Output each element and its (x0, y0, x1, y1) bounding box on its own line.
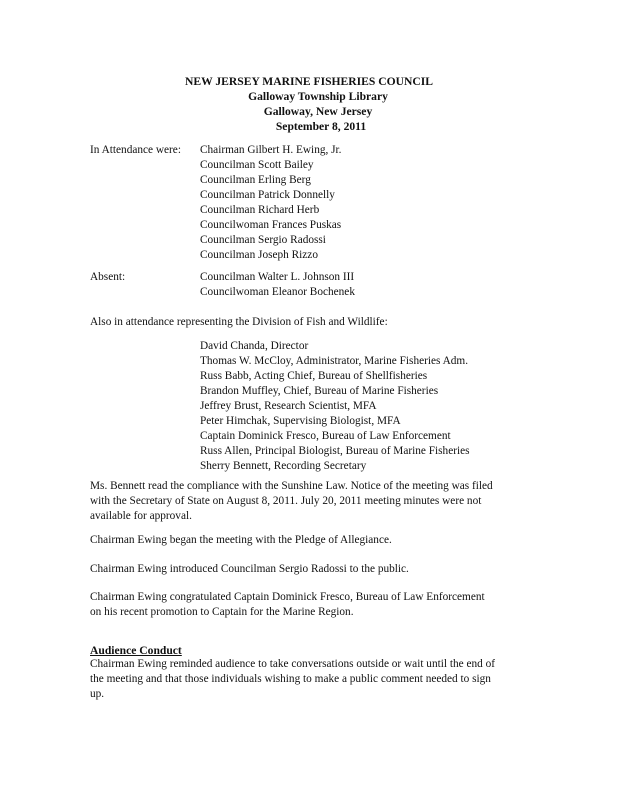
staff-member: Jeffrey Brust, Research Scientist, MFA (200, 400, 377, 412)
staff-member: David Chanda, Director (200, 340, 309, 352)
pledge-paragraph: Chairman Ewing began the meeting with the Pledge of Allegiance. (90, 534, 392, 546)
header-org: NEW JERSEY MARINE FISHERIES COUNCIL (184, 75, 434, 88)
attendance-list (200, 143, 342, 263)
staff-member: Peter Himchak, Supervising Biologist, MFA (200, 415, 401, 427)
paragraph-line: the meeting and that those individuals wishing to make a public comment needed to sign (90, 673, 491, 685)
absent-list (200, 270, 355, 300)
attendance-member: Councilman Joseph Rizzo (200, 249, 318, 261)
header-date: September 8, 2011 (275, 120, 367, 133)
audience-conduct-paragraph (90, 657, 530, 702)
paragraph-line: up. (90, 688, 105, 700)
attendance-label: In Attendance were: (90, 144, 181, 156)
attendance-member: Councilman Erling Berg (200, 174, 311, 186)
header-venue: Galloway Township Library (248, 90, 388, 103)
paragraph-line: Chairman Ewing reminded audience to take conversations outside or wait until the end of (90, 658, 496, 670)
absent-label: Absent: (90, 271, 126, 283)
paragraph-line: on his recent promotion to Captain for the Marine Region. (90, 606, 354, 618)
attendance-member: Councilman Richard Herb (200, 204, 320, 216)
attendance-member: Chairman Gilbert H. Ewing, Jr. (200, 144, 342, 156)
staff-member: Russ Babb, Acting Chief, Bureau of Shellfisheries (200, 370, 428, 382)
header-location: Galloway, New Jersey (263, 105, 373, 118)
staff-member: Captain Dominick Fresco, Bureau of Law Enforcement (200, 430, 451, 442)
staff-member: Thomas W. McCloy, Administrator, Marine Fisheries Adm. (200, 355, 469, 367)
sunshine-paragraph (90, 479, 530, 524)
paragraph-line: with the Secretary of State on August 8, 2011. July 20, 2011 meeting minutes were not (90, 495, 482, 507)
attendance-member: Councilwoman Frances Puskas (200, 219, 342, 231)
congratulated-paragraph (90, 590, 530, 620)
division-staff-list (200, 339, 470, 474)
absent-member: Councilwoman Eleanor Bochenek (200, 286, 355, 298)
attendance-member: Councilman Patrick Donnelly (200, 189, 335, 201)
paragraph-line: Ms. Bennett read the compliance with the Sunshine Law. Notice of the meeting was filed (90, 480, 493, 492)
staff-member: Russ Allen, Principal Biologist, Bureau of Marine Fisheries (200, 445, 470, 457)
paragraph-line: Chairman Ewing congratulated Captain Dominick Fresco, Bureau of Law Enforcement (90, 591, 485, 603)
audience-conduct-heading: Audience Conduct (90, 644, 182, 657)
staff-member: Brandon Muffley, Chief, Bureau of Marine Fisheries (200, 385, 439, 397)
attendance-member: Councilman Scott Bailey (200, 159, 314, 171)
paragraph-line: available for approval. (90, 510, 192, 522)
staff-member: Sherry Bennett, Recording Secretary (200, 460, 367, 472)
introduced-paragraph: Chairman Ewing introduced Councilman Sergio Radossi to the public. (90, 563, 409, 575)
division-intro: Also in attendance representing the Division of Fish and Wildlife: (90, 316, 388, 328)
attendance-member: Councilman Sergio Radossi (200, 234, 326, 246)
document-header (0, 74, 618, 134)
absent-member: Councilman Walter L. Johnson III (200, 271, 355, 283)
